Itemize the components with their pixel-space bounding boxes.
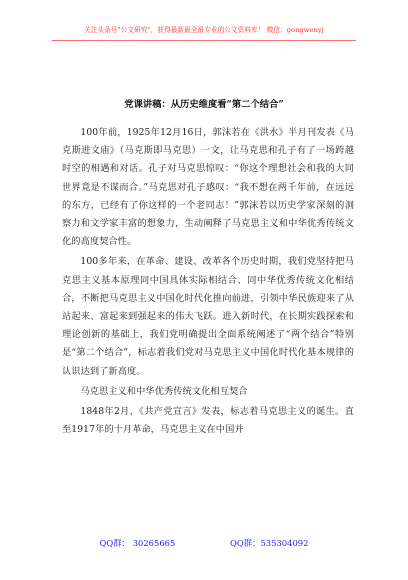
paragraph-3: 1848年2月，《共产党宣言》发表，标志着马克思主义的诞生。直至1917年的十月革命，马克思主义在中国并 — [62, 406, 354, 436]
section-subheading: 马克思主义和中华优秀传统文化相互契合 — [80, 385, 248, 397]
document-body — [62, 124, 354, 441]
header-divider — [52, 40, 356, 41]
header-banner: 关注头条号"公文研究"，获得最新最全最专业的公文资料库！ 微信：gongwenyj — [84, 26, 324, 34]
qq-group-link-1[interactable]: QQ群： 30265665 — [99, 538, 176, 548]
paragraph-1: 100年前，1925年12月16日，郭沫若在《洪水》半月刊发表《马克斯进文庙》（马克斯即马克思）一文，让马克思和孔子有了一场跨越时空的相遇和对话。孔子对马克思惊叹：“你这个理想社会和我的大同世界竟是不谋而合。”马克思对孔子感叹：“我不想在两千年前，在远远的东方，已经有了你这样的一个老同志！”郭沫若以历史学家深刻的洞察力和文学家丰富的想象力，生动阐释了马克思主义和中华优秀传统文化的高度契合性。 — [62, 127, 354, 248]
footer-qq-groups — [0, 537, 408, 549]
document-title: 党课讲稿：从历史维度看“第二个结合” — [124, 99, 284, 110]
qq-group-link-2[interactable]: QQ群：535304092 — [230, 538, 309, 548]
paragraph-2: 100多年来，在革命、建设、改革各个历史时期，我们党坚持把马克思主义基本原理同中国具体实际相结合、同中华优秀传统文化相结合，不断把马克思主义中国化时代化推向前进，引领中华民族迎来了从站起来、富起来到强起来的伟大飞跃。进入新时代，在长期实践探索和理论创新的基础上，我们党明确提出全面系统阐述了“两个结合”特别是“第二个结合”，标志着我们党对马克思主义中国化时代化基本规律的认识达到了新高度。 — [62, 256, 354, 377]
